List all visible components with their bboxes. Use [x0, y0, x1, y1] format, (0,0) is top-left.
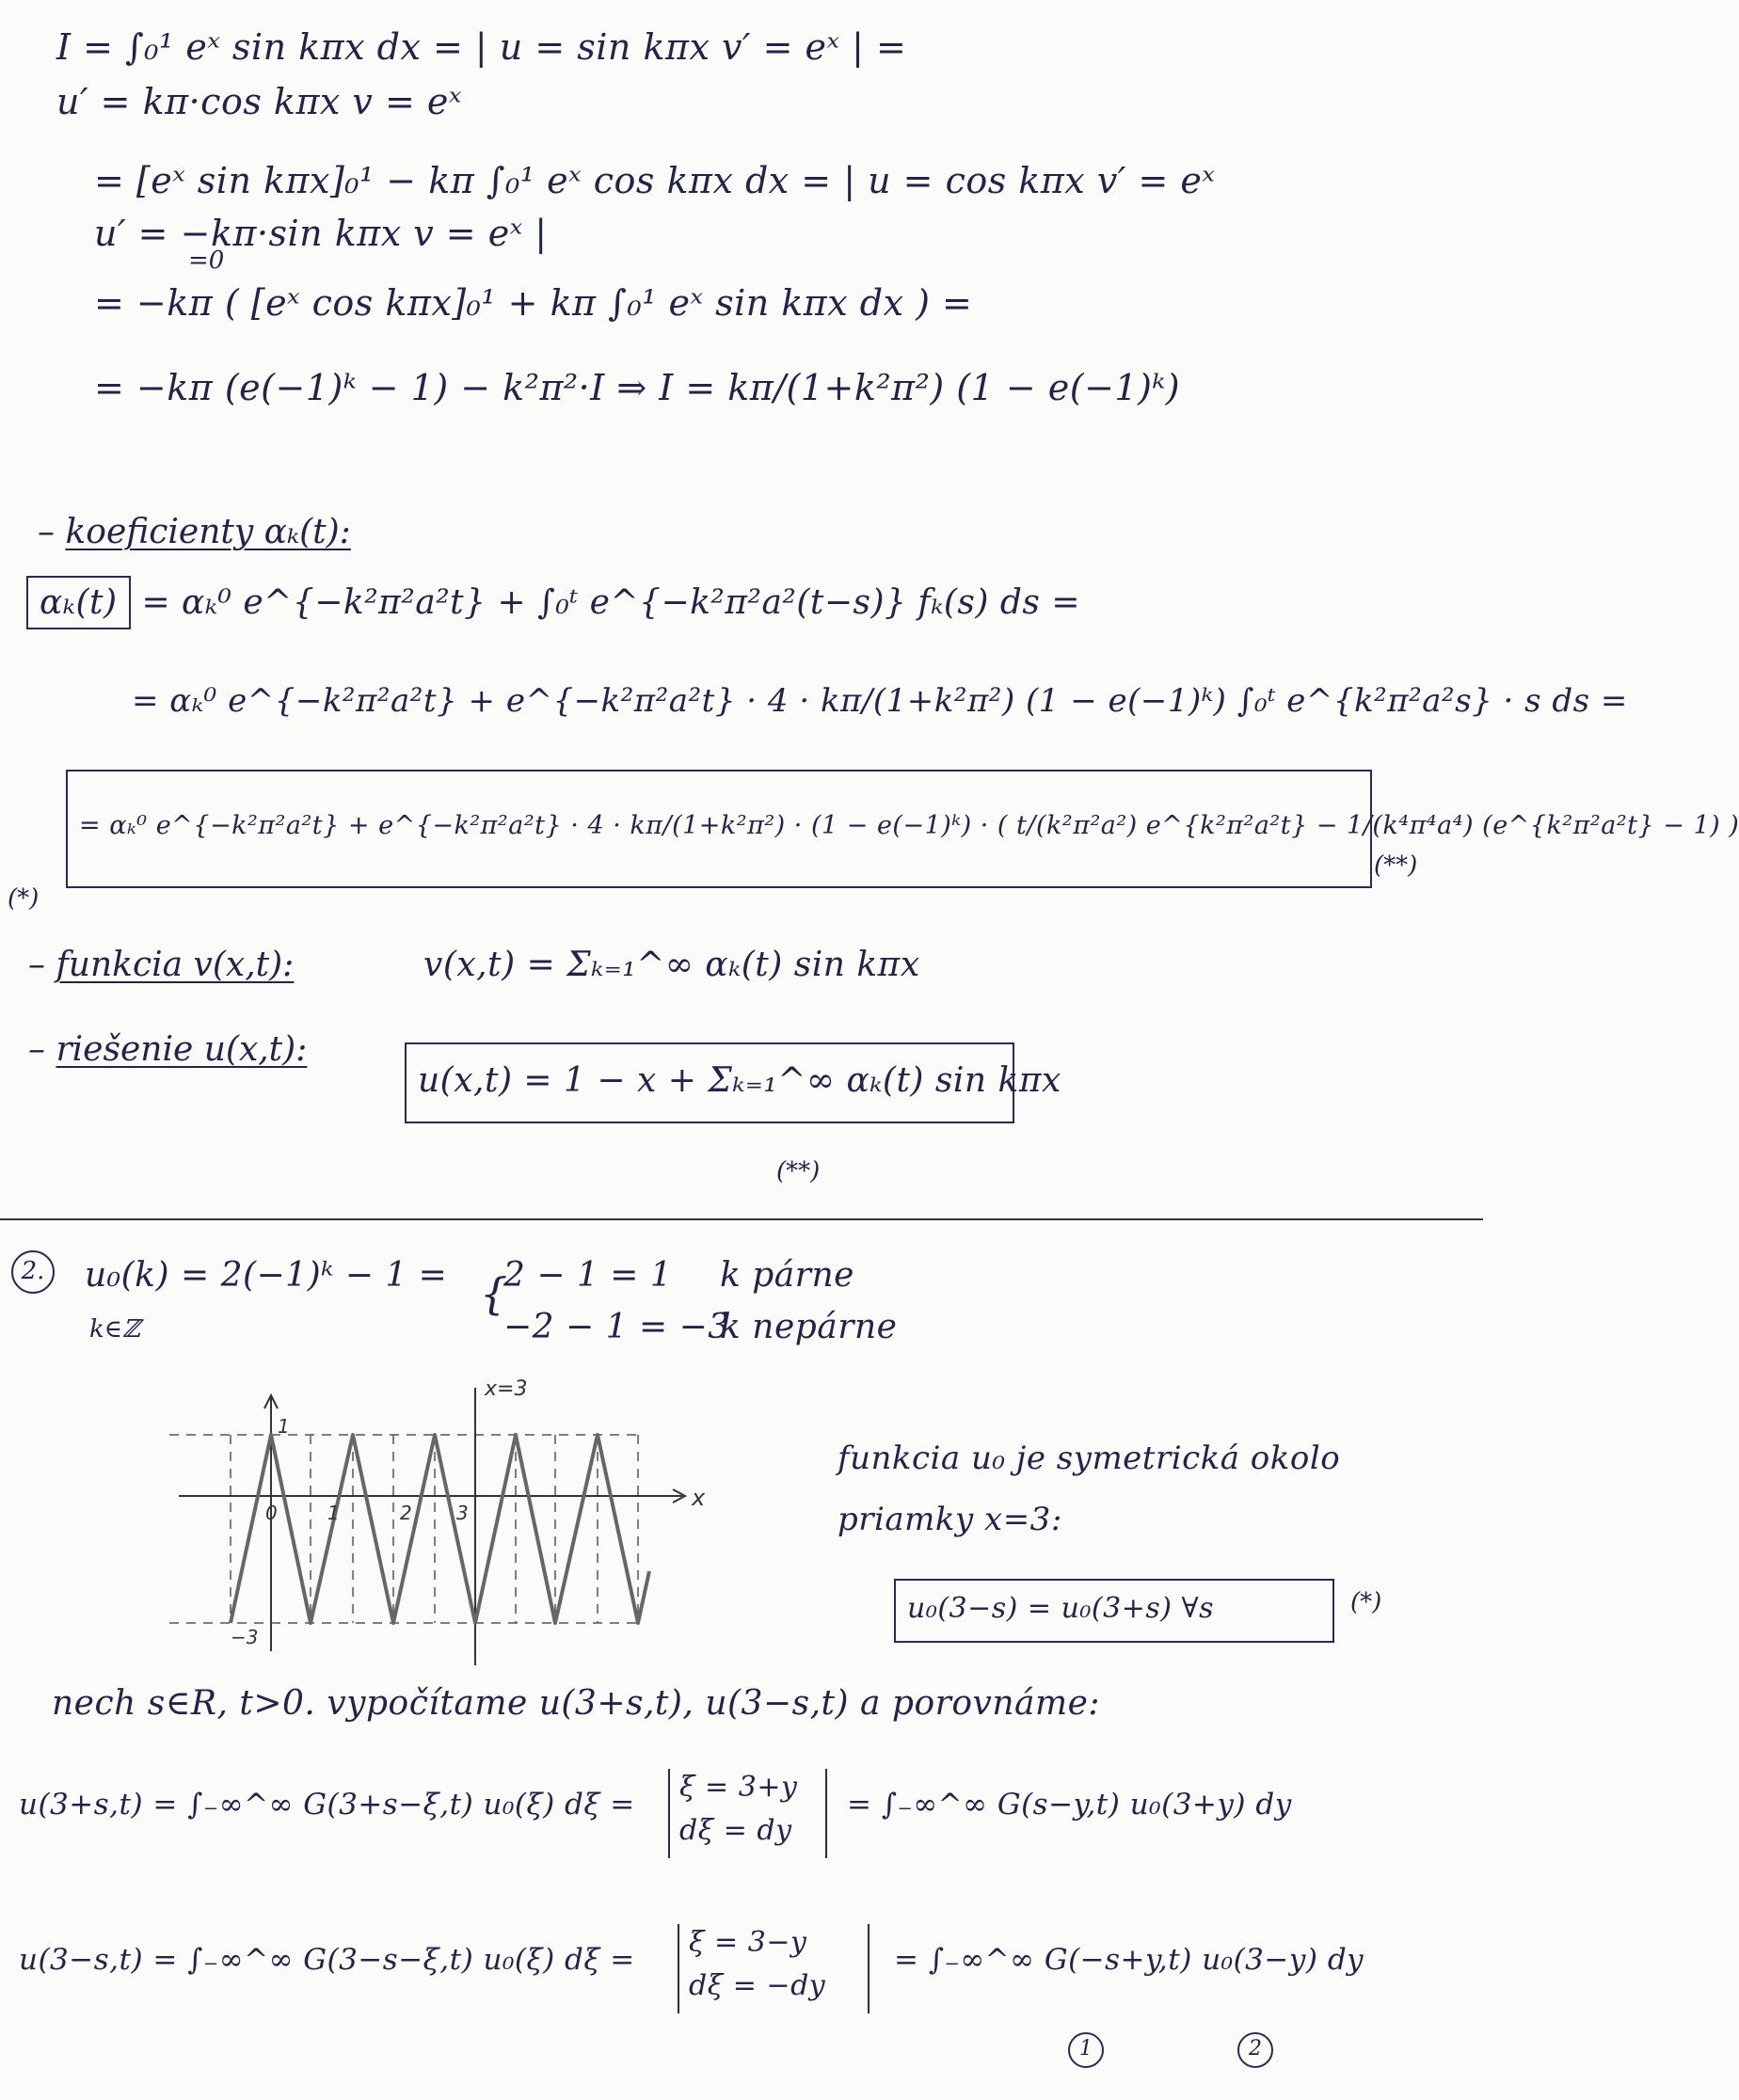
cases-brace: {	[480, 1268, 508, 1319]
func-heading-text: funkcia v(x,t):	[56, 946, 295, 984]
case-2: −2 − 1 = −3	[503, 1308, 730, 1346]
case-1: 2 − 1 = 1	[503, 1256, 673, 1295]
sym-eq-box: u₀(3−s) = u₀(3+s) ∀s	[894, 1579, 1334, 1643]
tick-0: 0	[265, 1502, 278, 1524]
tick-2: 2	[400, 1502, 412, 1524]
coef-line-1: = αₖ⁰ e^{−k²π²a²t} + ∫₀ᵗ e^{−k²π²a²(t−s)} fₖ(s) ds =	[141, 583, 1080, 622]
coef-line-2: = αₖ⁰ e^{−k²π²a²t} + e^{−k²π²a²t} · 4 · kπ/(1+k²π²) (1 − e(−1)ᵏ) ∫₀ᵗ e^{k²π²a²s} · s ds =	[132, 682, 1628, 720]
u0-def: u₀(k) = 2(−1)ᵏ − 1 =	[85, 1256, 448, 1295]
sym-text-2: priamky x=3:	[838, 1501, 1062, 1538]
section-divider	[0, 1218, 1483, 1220]
eq-line-3: = [eˣ sin kπx]₀¹ − kπ ∫₀¹ eˣ cos kπx dx = | u = cos kπx v′ = eˣ	[94, 160, 1216, 201]
sub-minus-box	[678, 1924, 870, 2013]
tick-3: 3	[456, 1502, 469, 1524]
eq-line-6: = −kπ (e(−1)ᵏ − 1) − k²π²·I ⇒ I = kπ/(1+k²π²) (1 − e(−1)ᵏ)	[94, 367, 1181, 408]
eq-line-1: I = ∫₀¹ eˣ sin kπx dx = | u = sin kπx v′ = eˣ | =	[56, 26, 907, 68]
eq-line-5: = −kπ ( [eˣ cos kπx]₀¹ + kπ ∫₀¹ eˣ sin kπx dx ) =	[94, 282, 973, 324]
graph-dashed-guides	[169, 1435, 640, 1623]
coef-line-3-box: = αₖ⁰ e^{−k²π²a²t} + e^{−k²π²a²t} · 4 · kπ/(1+k²π²) · (1 − e(−1)ᵏ) · ( t/(k²π²a²) e^{k²π²a²t} − 1/(k⁴π⁴a⁴) (e^{k²π²a²t} − 1) )	[66, 770, 1372, 888]
func-heading: – funkcia v(x,t):	[28, 946, 295, 984]
eq-plus-rhs: = ∫₋∞^∞ G(s−y,t) u₀(3+y) dy	[847, 1788, 1292, 1822]
sub-plus-box	[668, 1769, 827, 1858]
sol-mark: (**)	[776, 1157, 821, 1185]
circled-1: 1	[1068, 2032, 1104, 2068]
label-x: x	[692, 1485, 706, 1511]
tick-1b: 1	[327, 1502, 340, 1524]
zigzag-graph	[160, 1369, 743, 1679]
sub-plus-1: ξ = 3+y	[679, 1771, 798, 1804]
section2-number: 2.	[11, 1250, 55, 1294]
tick-1: 1	[278, 1415, 290, 1438]
section2-number-wrap	[11, 1249, 55, 1294]
coef-heading: – koeficienty αₖ(t):	[38, 513, 351, 551]
case-2-note: k nepárne	[720, 1308, 898, 1346]
eq-minus-rhs: = ∫₋∞^∞ G(−s+y,t) u₀(3−y) dy	[894, 1943, 1364, 1977]
sol-eq-box: u(x,t) = 1 − x + Σₖ₌₁^∞ αₖ(t) sin kπx	[405, 1042, 1014, 1123]
coef-heading-text: koeficienty αₖ(t):	[65, 513, 351, 551]
sub-minus-1: ξ = 3−y	[689, 1926, 807, 1959]
eq-plus-lhs: u(3+s,t) = ∫₋∞^∞ G(3+s−ξ,t) u₀(ξ) dξ =	[19, 1788, 635, 1822]
mark-dstar: (**)	[1374, 851, 1418, 880]
sym-mark: (*)	[1350, 1588, 1382, 1616]
eq-line-4: u′ = −kπ·sin kπx v = eˣ |	[94, 213, 548, 254]
tick-m3: −3	[231, 1626, 259, 1648]
mark-star: (*)	[8, 884, 40, 913]
let-line: nech s∈R, t>0. vypočítame u(3+s,t), u(3−s,t) a porovnáme:	[52, 1684, 1101, 1723]
sub-minus-2: dξ = −dy	[689, 1969, 826, 2002]
u0-domain: k∈ℤ	[89, 1315, 140, 1344]
zigzag-line	[231, 1435, 649, 1623]
circled-2: 2	[1237, 2032, 1273, 2068]
eq-minus-lhs: u(3−s,t) = ∫₋∞^∞ G(3−s−ξ,t) u₀(ξ) dξ =	[19, 1943, 635, 1977]
sub-plus-2: dξ = dy	[679, 1814, 792, 1847]
zero-note: =0	[188, 247, 225, 275]
sol-heading: – riešenie u(x,t):	[28, 1030, 308, 1069]
label-x3: x=3	[485, 1377, 528, 1401]
sol-heading-text: riešenie u(x,t):	[56, 1030, 308, 1069]
case-1-note: k párne	[720, 1256, 854, 1295]
coef-lhs-box: αₖ(t)	[26, 576, 131, 629]
coef-line-1-wrap	[26, 583, 1080, 622]
eq-line-2: u′ = kπ·cos kπx v = eˣ	[56, 81, 462, 122]
func-eq: v(x,t) = Σₖ₌₁^∞ αₖ(t) sin kπx	[423, 946, 920, 984]
sym-text-1: funkcia u₀ je symetrická okolo	[838, 1440, 1341, 1477]
